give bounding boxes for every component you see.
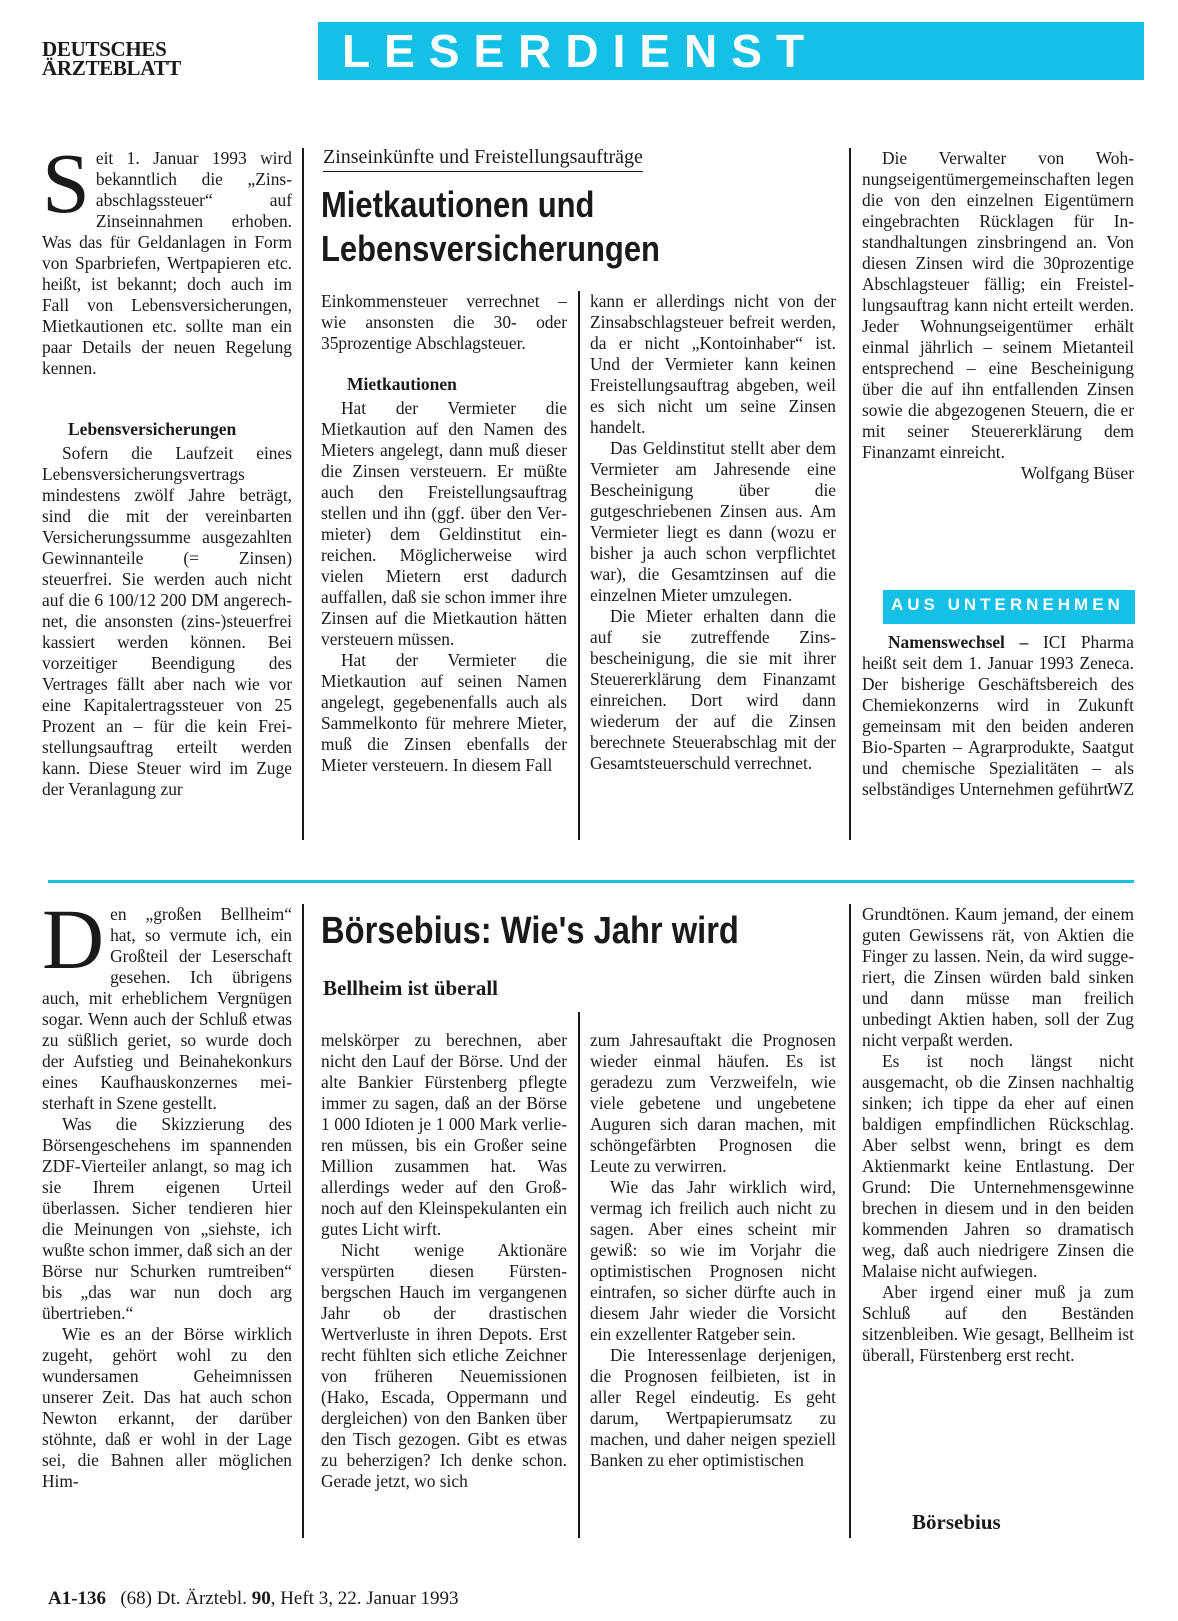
body-paragraph: Die Verwalter von Wohnungseigentümergemeinschaften legen die von den einzelnen Eigentümern eingebrachten Rücklagen für Instandhaltungen zinsbringend an. Von diesen Zinsen wird die 30prozentige Abschlagsteuer fällig; ein Freistellungsauftrag kann nicht erteilt werden. Jeder Wohnungseigentümer erhält einmal jährlich – seinem Mietanteil entsprechend – eine Bescheinigung über die auf ihn entfallenden Zinsen sowie die abgezogenen Steuern, die er mit seiner Steuererklärung dem Finanzamt einreicht. xyxy=(862,148,1134,462)
intro-paragraph: eit 1. Januar 1993 wird bekanntlich die „Zinsabschlagssteuer“ auf Zinseinnahmen erhoben. Was das für Geldanlagen in Form von Sparbriefen, Wertpapieren etc. heißt, ist bekannt; doch auch im Fall von Lebensversicherungen, Mietkautionen etc. sollte man ein paar Details der neuen Regelung kennen. xyxy=(42,148,292,378)
column-rule xyxy=(849,148,851,840)
signature: Börsebius xyxy=(912,1510,1001,1534)
article2-column-1 xyxy=(42,904,292,1538)
body-paragraph: kann er allerdings nicht von der Zinsabschlagsteuer befreit werden, da er nicht „Kontoinhaber“ ist. Und der Vermieter kann keinen Freistellungsauftrag abgeben, weil es sich nicht um seine Zinsen handelt. xyxy=(590,291,836,437)
body-paragraph: Wie das Jahr wirklich wird, vermag ich freilich auch nicht zu sagen. Aber eines scheint mir gewiß: so wie im Vorjahr die optimistischen Prognosen nicht eintrafen, so sicher dürfte auch in diesem Jahr wieder die Vorsicht ein exzellenter Ratgeber sein. xyxy=(590,1177,836,1344)
body-paragraph: Die Mieter erhalten dann die auf sie zutreffende Zinsbescheinigung, die sie mit ihrer Steuererklärung dem Finanzamt einreichen. Dort wird dann wiederum der auf die Zinsen berechnete Steuerabschlag mit der Gesamtsteuerschuld verrechnet. xyxy=(590,606,836,773)
article2-column-2 xyxy=(321,1030,567,1538)
section-banner xyxy=(318,22,1144,80)
headline-line2: Lebensversicherungen xyxy=(321,228,660,269)
section-subhead: Lebensversicherungen xyxy=(68,419,237,439)
body-paragraph: en „großen Bellheim“ hat, so vermute ich, ein Großteil der Leserschaft gesehen. Ich übrigens auch, mit erheblichem Vergnügen sogar. Wenn auch der Schluß etwas zu süßlich geriet, so wurde doch der Aufstieg und Beinahekonkurs eines Kaufhauskonzernes meisterhaft in Szene gestellt. xyxy=(42,904,292,1113)
page-footer xyxy=(48,1588,459,1610)
body-paragraph: Es ist noch längst nicht ausgemacht, ob die Zinsen nachhaltig sinken; ich tippe da eher auf einen baldigen empfindlichen Rückschlag. Aber selbst wenn, bringt es dem Aktienmarkt keine Entlastung. Der Grund: Die Unternehmensgewinne brechen in diesem und in den beiden kommenden Jahren so dramatisch weg, daß auch niedrigere Zinsen die Malaise nicht aufwiegen. xyxy=(862,1051,1134,1281)
column-rule xyxy=(302,148,304,840)
section-subhead: Mietkautionen xyxy=(347,374,457,394)
article-headline: Börsebius: Wie's Jahr wird xyxy=(321,910,739,952)
news-brief xyxy=(862,632,1134,842)
body-paragraph: Wie es an der Börse wirklich zugeht, gehört wohl zu den wundersamen Geheimnissen unserer Zeit. Das hat auch schon Newton erkannt, der darüber stöhnte, daß er wohl in der Lage sei, die Bahnen aller möglichen Him- xyxy=(42,1324,292,1491)
article2-column-3 xyxy=(590,1030,836,1538)
body-paragraph: Grundtönen. Kaum jemand, der einem guten Gewissens rät, von Aktien die Finger zu lassen. Nein, da wird suggeriert, die Zinsen würden bald sinken und dann müsse man freilich unbedingt Aktien haben, soll der Zug nicht verpaßt werden. xyxy=(862,904,1134,1050)
body-paragraph: Einkommensteuer verrechnet – wie ansonsten die 30- oder 35prozentige Abschlagsteuer. xyxy=(321,291,567,353)
article1-column-3 xyxy=(590,291,836,839)
article-subhead: Bellheim ist überall xyxy=(323,976,498,1000)
body-paragraph: melskörper zu berechnen, aber nicht den Lauf der Börse. Und der alte Bankier Fürstenberg pflegte immer zu sagen, daß an der Börse 1 000 Idioten je 1 000 Mark verlieren müssen, bis ein Großer seine Million zusammen hat. Was allerdings weder auf den Groß- noch auf den Kleinspekulanten ein gutes Licht wirft. xyxy=(321,1030,567,1239)
news-lead: Namenswechsel – xyxy=(888,632,1029,652)
aus-unternehmen-label: AUS UNTERNEHMEN xyxy=(891,595,1124,614)
body-paragraph: Nicht wenige Aktionäre verspürten diesen Fürstenbergschen Hauch im vergangenen Jahr ob der drastischen Wertverluste in ihren Depots. Erst recht fühlten sich etliche Zeichner von früheren Neuemissionen (Hako, Escada, Oppermann und dergleichen) von den Banken über den Tisch gezogen. Gibt es etwas zu beherzigen? Ich denke schon. Gerade jetzt, wo sich xyxy=(321,1240,567,1491)
dropcap: D xyxy=(42,904,105,987)
masthead-logo xyxy=(42,37,181,80)
masthead-line1: DEUTSCHES xyxy=(42,37,167,61)
aus-unternehmen-banner xyxy=(883,590,1135,624)
column-rule xyxy=(302,904,304,1538)
author-name: Wolfgang Büser xyxy=(1020,463,1134,483)
masthead-line2: ÄRZTEBLATT xyxy=(42,56,181,80)
citation-pre: (68) Dt. Ärztebl. xyxy=(120,1588,252,1609)
body-paragraph: Das Geldinstitut stellt aber dem Vermieter am Jahresende eine Bescheinigung über die gutgeschriebenen Zinsen aus. Am Vermieter liegt es dann (wozu er bisher ja auch schon verpflichtet war), die Gesamtzinsen auf die einzelnen Mieter umzulegen. xyxy=(590,438,836,605)
article1-column-2 xyxy=(321,291,567,839)
body-paragraph: Die Interessenlage derjenigen, die Prognosen feilbieten, ist in aller Regel eindeutig. Es geht darum, Wertpapierumsatz zu machen, und daher neigen speziell Banken zu eher optimistischen xyxy=(590,1345,836,1470)
article1-column-4 xyxy=(862,148,1134,568)
body-paragraph: Aber irgend einer muß ja zum Schluß auf den Beständen sitzenbleiben. Wie gesagt, Bellheim ist überall, Fürstenberg erst recht. xyxy=(862,1282,1134,1365)
article1-column-1 xyxy=(42,148,292,838)
news-paragraph xyxy=(862,632,1134,800)
body-paragraph: Was die Skizzierung des Börsengeschehens im spannenden ZDF-Vierteiler anlangt, so mag ich sie Ihrem eigenen Urteil überlassen. Sicher tendieren hier die Meinungen von „siehste, ich wußte schon immer, daß sich an der Börse nur Schurken rumtreiben“ bis „das war nun doch arg übertrieben.“ xyxy=(42,1114,292,1323)
article-headline xyxy=(321,183,691,271)
dropcap: S xyxy=(42,148,90,231)
section-divider xyxy=(48,880,1134,883)
column-rule xyxy=(849,904,851,1538)
article2-column-4 xyxy=(862,904,1134,1500)
column-rule xyxy=(578,1012,580,1538)
news-author: WZ xyxy=(1106,779,1134,799)
body-paragraph: Hat der Vermieter die Mietkaution auf den Namen des Mieters angelegt, dann muß dieser die Zinsen versteuern. Er müßte auch den Freistellungsauftrag stellen und ihn (ggf. über den Vermieter) dem Geldinstitut einreichen. Möglicherweise wird vielen Mietern erst dadurch auffallen, daß sie schon immer ihre Zinsen auf die Mietkaution hätten versteuern müssen. xyxy=(321,398,567,649)
body-paragraph: Sofern die Laufzeit eines Lebensversicherungsvertrags mindestens zwölf Jahre beträgt, sind die mit der vereinbarten Versicherungssumme ausgezahlten Gewinnanteile (= Zinsen) steuerfrei. Sie werden auch nicht auf die 6 100/12 200 DM angerechnet, die ansonsten (zins-)steuerfrei kassiert werden können. Bei vorzeitiger Beendigung des Vertrages fällt aber nach wie vor eine Kapitalertragssteuer von 25 Prozent an – für die kein Freistellungsauftrag erteilt werden kann. Diese Steuer wird im Zuge der Veranlagung zur xyxy=(42,443,292,799)
volume-number: 90 xyxy=(251,1588,271,1609)
section-banner-label: LESERDIENST xyxy=(342,25,819,77)
citation-post: , Heft 3, 22. Januar 1993 xyxy=(270,1588,459,1609)
body-paragraph: Hat der Vermieter die Mietkaution auf seinen Namen angelegt, gegebenenfalls auch als Sammelkonto für mehrere Mieter, muß die Zinsen ebenfalls der Mieter versteuern. In diesem Fall xyxy=(321,650,567,775)
news-text: ICI Pharma heißt seit dem 1. Januar 1993 Zeneca. Der bisherige Geschäftsbereich des Chemiekonzerns wird in Zukunft gemeinsam mit den beiden anderen Bio-Sparten – Agrarprodukte, Saatgut und chemische Spezialitäten – als selbständiges Unternehmen geführt. xyxy=(862,632,1134,799)
body-paragraph: zum Jahresauftakt die Prognosen wieder einmal häufen. Es ist geradezu zum Verzweifeln, wie viele gebetene und ungebetene Auguren sich daran machen, mit schöngefärbten Prognosen die Leute zu verwirren. xyxy=(590,1030,836,1176)
headline-line1: Mietkautionen und xyxy=(321,184,595,225)
page-number: A1-136 xyxy=(48,1588,107,1609)
column-rule xyxy=(578,291,580,840)
article-kicker: Zinseinkünfte und Freistellungsaufträge xyxy=(323,146,643,172)
